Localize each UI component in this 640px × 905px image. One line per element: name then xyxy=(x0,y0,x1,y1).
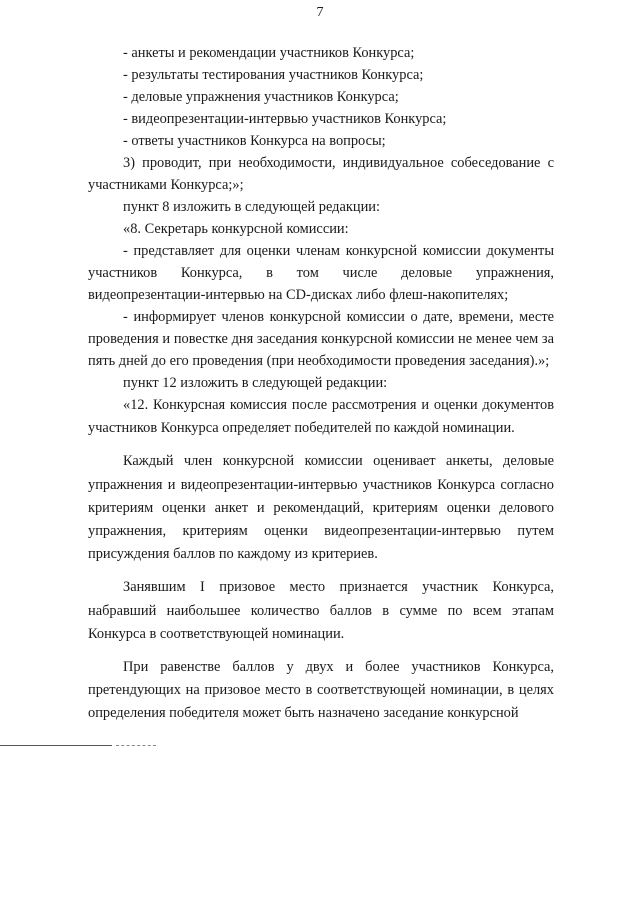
section-heading: «8. Секретарь конкурсной комиссии: xyxy=(123,221,349,237)
paragraph: пункт 8 изложить в следующей редакции: xyxy=(123,199,380,215)
list-item: - ответы участников Конкурса на вопросы; xyxy=(123,133,386,149)
list-item: - анкеты и рекомендации участников Конкурса; xyxy=(123,45,415,61)
footer-rule xyxy=(0,745,112,746)
paragraph: Каждый член конкурсной комиссии оценивает анкеты, деловые упражнения и видеопрезентации-интервью участников Конкурса согласно критериям оценки анкет и рекомендаций, критериям оценки делового упражнения, критериям оценки видеопрезентации-интервью путем присуждения баллов по каждому из критериев. xyxy=(88,453,554,563)
page-number: 7 xyxy=(316,5,324,20)
footer-rule-dash xyxy=(116,745,156,746)
document-body xyxy=(88,42,554,726)
paragraph: пункт 12 изложить в следующей редакции: xyxy=(123,375,388,391)
list-item: - результаты тестирования участников Конкурса; xyxy=(123,67,424,83)
list-item: - представляет для оценки членам конкурсной комиссии документы участников Конкурса, в том числе деловые упражнения, видеопрезентации-интервью на CD-дисках либо флеш-накопителях; xyxy=(88,243,554,303)
list-item: - видеопрезентации-интервью участников Конкурса; xyxy=(123,111,447,127)
list-item: - деловые упражнения участников Конкурса; xyxy=(123,89,399,105)
paragraph: 3) проводит, при необходимости, индивидуальное собеседование с участниками Конкурса;»; xyxy=(88,155,554,193)
paragraph: «12. Конкурсная комиссия после рассмотрения и оценки документов участников Конкурса определяет победителей по каждой номинации. xyxy=(88,397,554,437)
list-item: - информирует членов конкурсной комиссии о дате, времени, месте проведения и повестке дня заседания конкурсной комиссии не менее чем за пять дней до его проведения (при необходимости проведения заседания).»; xyxy=(88,309,554,369)
paragraph: При равенстве баллов у двух и более участников Конкурса, претендующих на призовое место в соответствующей номинации, в целях определения победителя может быть назначено заседание конкурсной xyxy=(88,659,554,722)
paragraph: Занявшим I призовое место признается участник Конкурса, набравший наибольшее количество баллов в сумме по всем этапам Конкурса в соответствующей номинации. xyxy=(88,579,554,642)
